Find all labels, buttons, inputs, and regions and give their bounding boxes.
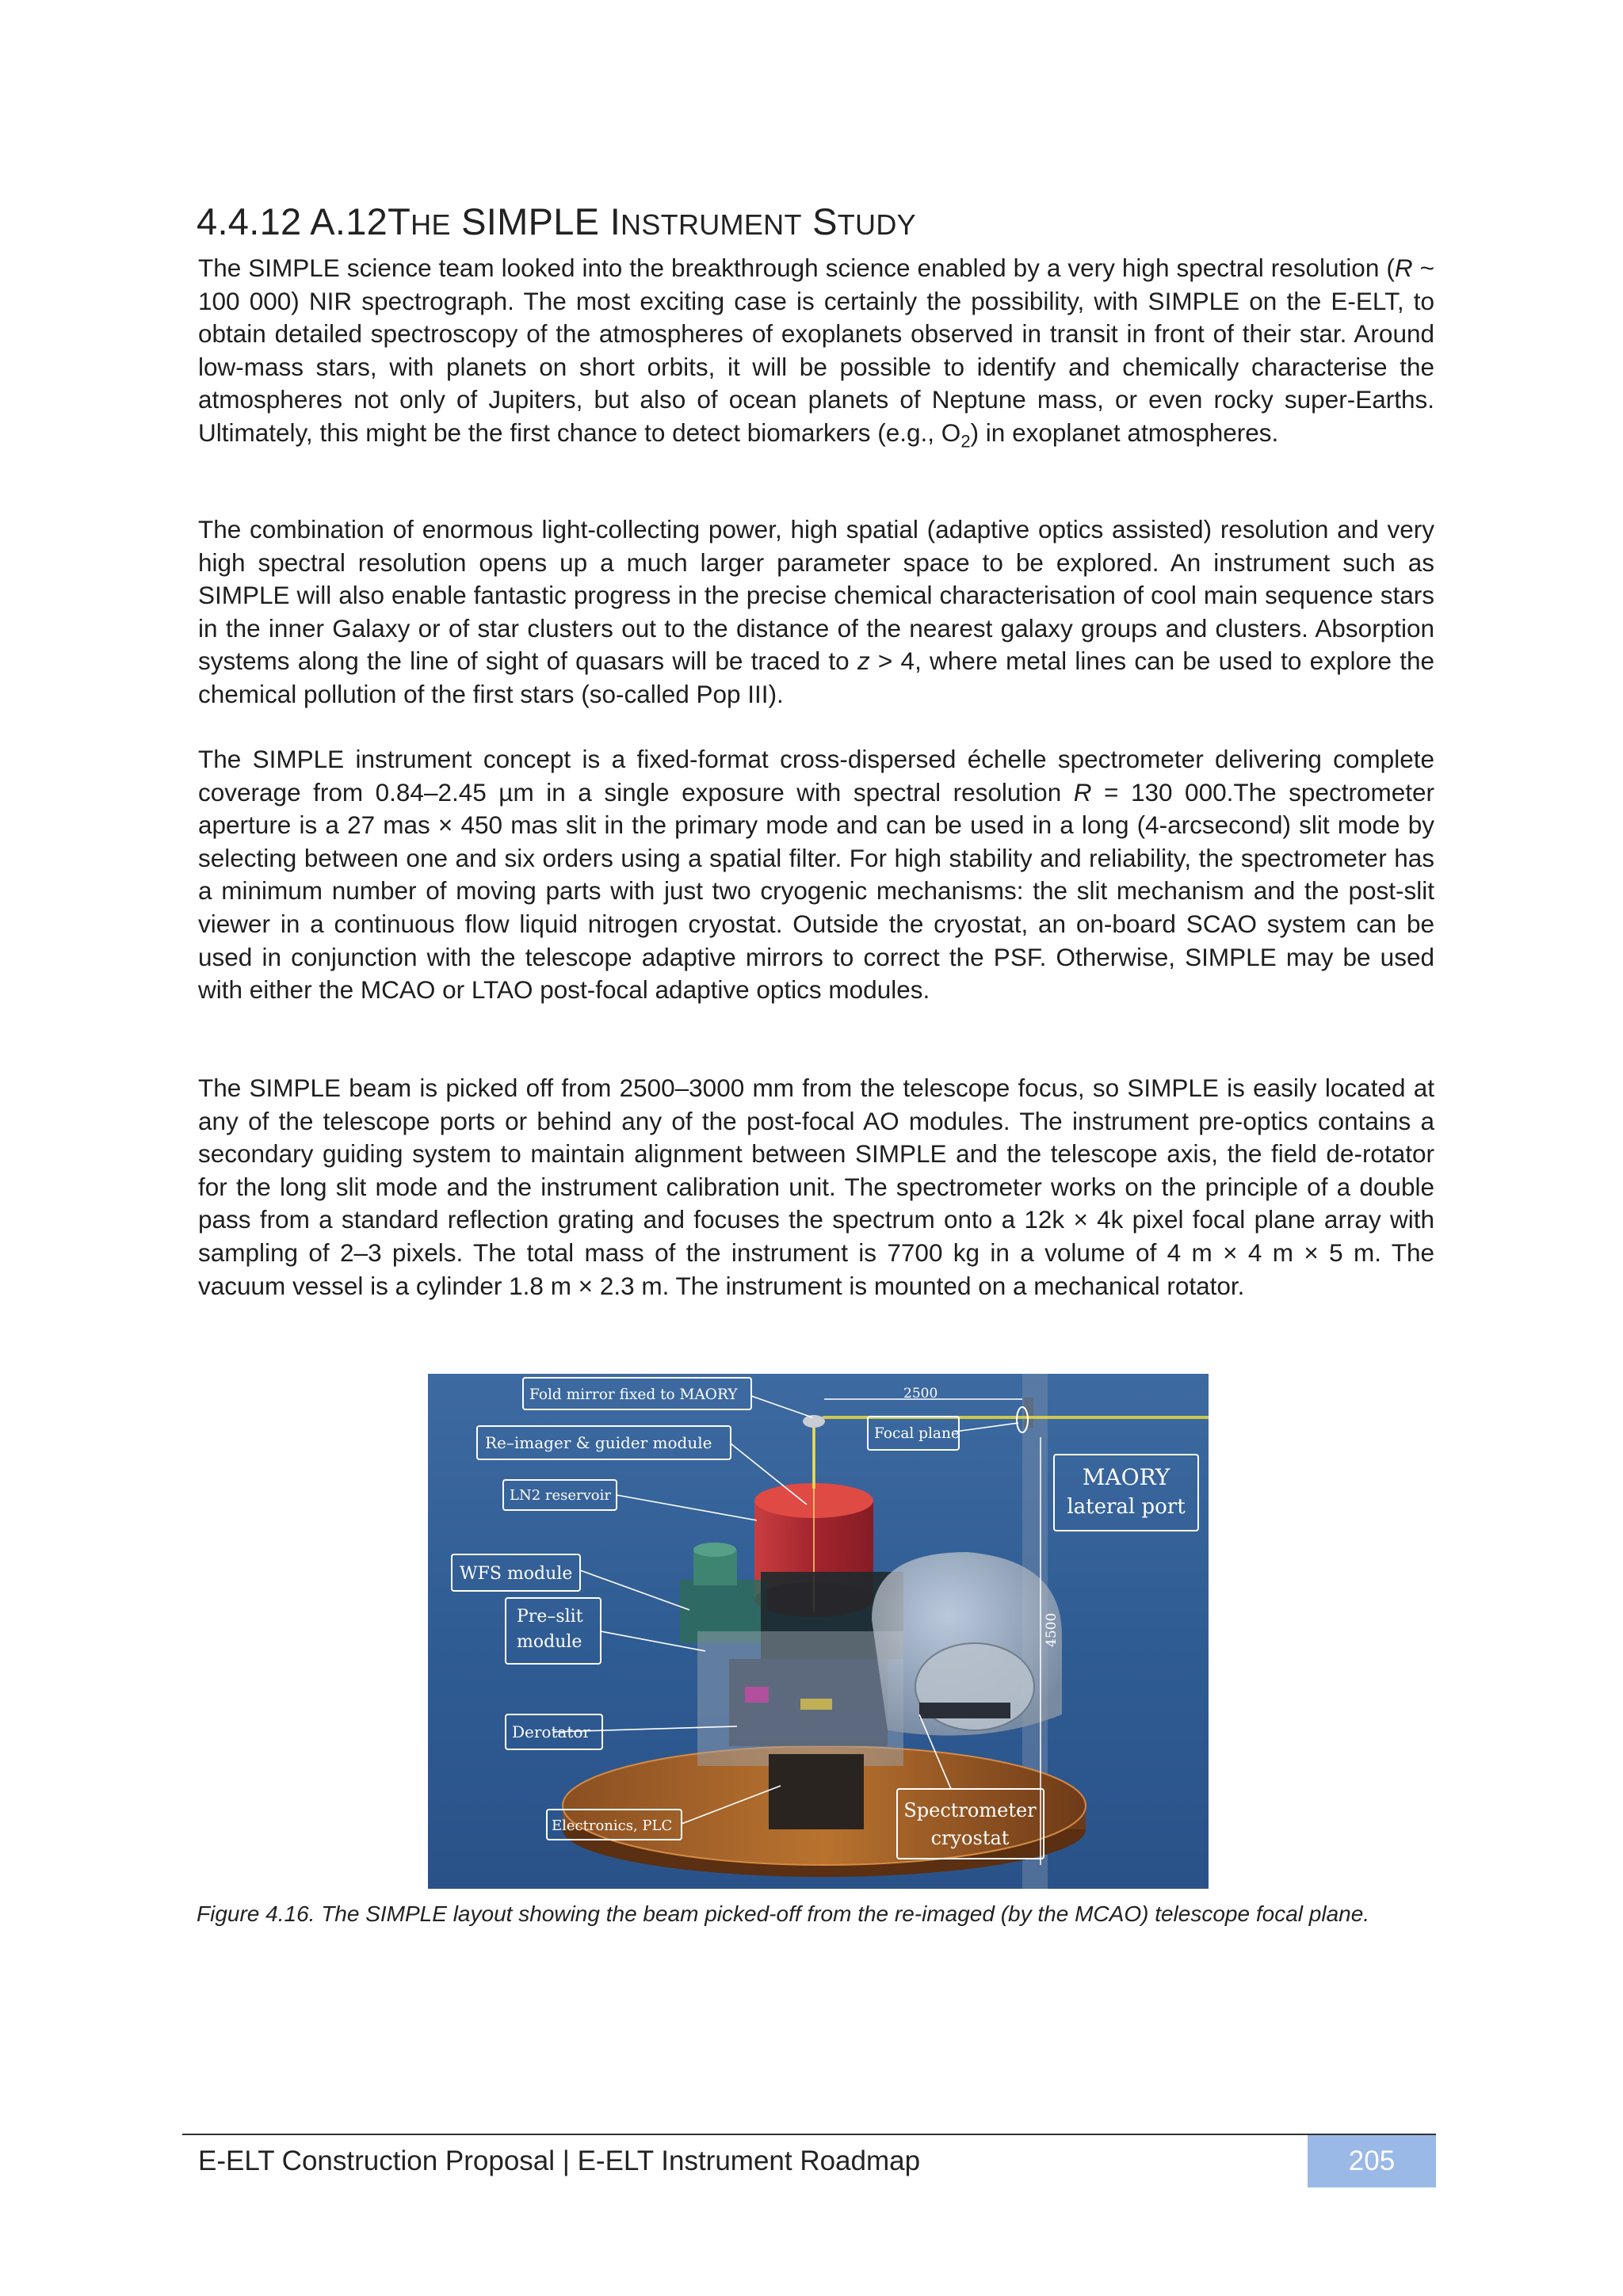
figure-caption: Figure 4.16. The SIMPLE layout showing the beam picked-off from the re-imaged (by the MCAO) telescope focal plane. [197,1901,1370,1926]
text-italic-r: R [1073,777,1092,807]
footer-title: E-ELT Construction Proposal | E-ELT Instrument Roadmap [198,2145,921,2176]
label-electronics: Electronics, PLC [552,1817,673,1834]
label-maory-line2: lateral port [1067,1495,1186,1519]
label-focal-plane: Focal plane [874,1425,960,1442]
text-run: The combination of enormous light-collecting power, high spatial (adaptive optics assisted) resolution and very high spectral resolution opens up a much larger parameter space to be explored. An instrument such as SIMPLE will also enable fantastic progress in the precise chemical characterisation of cool main sequence stars in the inner Galaxy or of star clusters out to the distance of the nearest galaxy groups and clusters. Absorption systems along the line of sight of quasars will be traced to [198,515,1434,676]
dim-2500-label: 2500 [903,1386,938,1402]
page-number: 205 [1308,2135,1436,2187]
simple-layout-figure [428,1374,1209,1889]
paragraph-beam-layout: The SIMPLE beam is picked off from 2500–3000 mm from the telescope focus, so SIMPLE is easily located at any of the telescope ports or behind any of the post-focal AO modules. The instrument pre-optics contains a secondary guiding system to maintain alignment between SIMPLE and the telescope axis, the field de-rotator for the long slit mode and the instrument calibration unit. The spectrometer works on the principle of a double pass from a standard reflection grating and focuses the spectrum onto a 12k × 4k pixel focal plane array with sampling of 2–3 pixels. The total mass of the instrument is 7700 kg in a volume of 4 m × 4 m × 5 m. The vacuum vessel is a cylinder 1.8 m × 2.3 m. The instrument is mounted on a mechanical rotator. [198,1074,1434,1300]
optic-element [800,1699,832,1710]
label-wfs-module: WFS module [460,1564,573,1584]
maory-port-bracket [1024,1398,1033,1428]
paragraph-instrument-concept [198,743,1434,1007]
text-run: ~ 100 000) NIR spectrograph. The most exciting case is certainly the possibility, with SIMPLE on the E-ELT, to obtain detailed spectroscopy of the atmospheres of exoplanets observed in transit in front of their star. Around low-mass stars, with planets on short orbits, it will be possible to identify and chemically characterise the atmospheres not only of Jupiters, but also of ocean planets of Neptune mass, or even rocky super-Earths. Ultimately, this might be the first chance to detect biomarkers (e.g., O [198,254,1434,447]
instrument-illustration [428,1374,1209,1889]
wfs-module-cap [693,1543,736,1557]
text-run: The SIMPLE instrument concept is a fixed-format cross-dispersed échelle spectrometer delivering complete coverage from 0.84–2.45 µm in a single exposure with spectral resolution [198,745,1434,807]
footer-rule [182,2134,1436,2135]
grating-bench [919,1703,1010,1718]
section-title-smallcaps: HE [411,208,451,241]
label-reimager-module: Re–imager & guider module [485,1433,712,1452]
section-title-smallcaps: TUDY [837,208,916,241]
section-title-smallcaps: NSTRUMENT [621,208,802,241]
label-maory-line1: MAORY [1082,1464,1170,1490]
text-italic-z: z [857,646,870,676]
text-italic-r: R [1394,254,1413,282]
label-cryostat-line1: Spectrometer [903,1799,1037,1821]
electronics-cabinet [769,1754,864,1829]
text-run: > 4, where metal lines can be used to explore the chemical pollution of the first stars (so-called Pop III). [198,646,1435,708]
label-derotator: Derotator [512,1722,591,1741]
dim-4500-label: 4500 [1044,1612,1060,1647]
label-fold-mirror: Fold mirror fixed to MAORY [529,1386,738,1403]
paragraph-science-case [198,252,1434,458]
text-run: ) in exoplanet atmospheres. [970,418,1279,447]
section-number: 4.4.12 A.12 [197,200,388,242]
text-run: = 130 000.The spectrometer aperture is a 27 mas × 450 mas slit in the primary mode and can be used in a long (4-arcsecond) slit mode by selecting between one and six orders using a spatial filter. For high stability and reliability, the spectrometer has a minimum number of moving parts with just two cryogenic mechanisms: the slit mechanism and the post-slit viewer in a continuous flow liquid nitrogen cryostat. Outside the cryostat, an on-board SCAO system can be used in conjunction with the telescope adaptive mirrors to correct the PSF. Otherwise, SIMPLE may be used with either the MCAO or LTAO post-focal adaptive optics modules. [198,777,1434,1005]
text-run: The SIMPLE science team looked into the breakthrough science enabled by a very high spectral resolution ( [198,254,1395,282]
label-ln2-reservoir: LN2 reservoir [510,1487,611,1504]
optic-element [745,1687,769,1703]
section-heading [197,200,916,243]
label-pre-slit-line2: module [517,1632,582,1652]
section-title-cap: T [388,200,411,242]
label-pre-slit-line1: Pre–slit [517,1607,583,1627]
label-cryostat-line2: cryostat [930,1827,1010,1849]
section-title-cap: S [801,200,838,242]
text-subscript: 2 [960,431,971,452]
fold-mirror [803,1415,825,1428]
paragraph-parameter-space [198,513,1434,711]
section-title-word: SIMPLE [450,200,610,242]
section-title-cap: I [609,200,621,242]
